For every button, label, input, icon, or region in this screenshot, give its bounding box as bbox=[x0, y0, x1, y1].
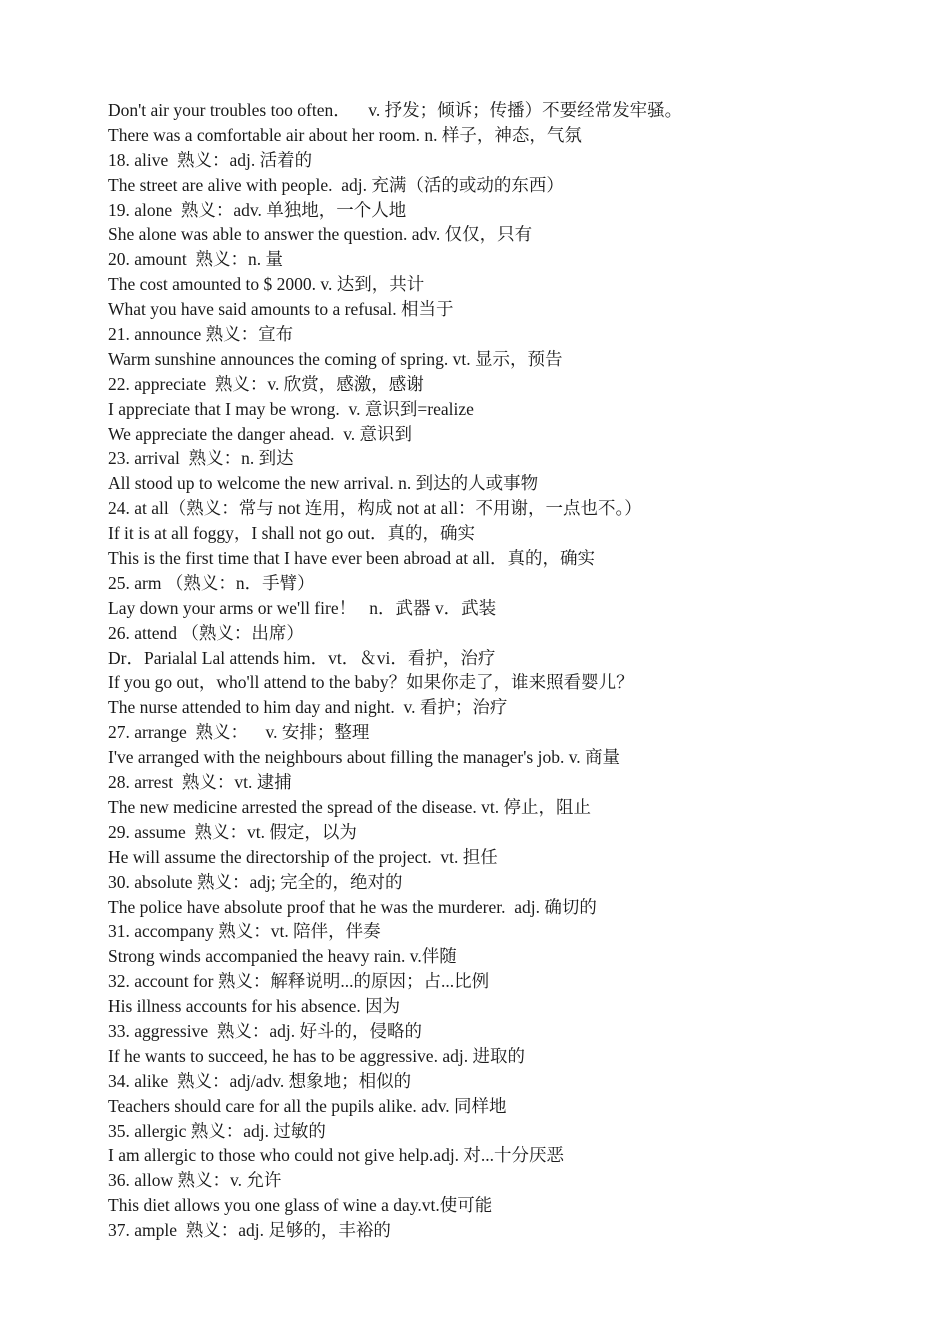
text-line: 21. announce 熟义：宣布 bbox=[108, 324, 294, 345]
text-line: This is the first time that I have ever been abroad at all．真的，确实 bbox=[108, 548, 595, 569]
text-line: There was a comfortable air about her room. n. 样子，神态，气氛 bbox=[108, 124, 582, 145]
text-line: Lay down your arms or we'll fire！ n．武器 v．武装 bbox=[108, 597, 497, 618]
text-line: Teachers should care for all the pupils alike. adv. 同样地 bbox=[108, 1095, 507, 1116]
text-line: If he wants to succeed, he has to be aggressive. adj. 进取的 bbox=[108, 1045, 525, 1066]
text-line: 19. alone 熟义：adv. 单独地，一个人地 bbox=[108, 199, 407, 220]
text-line: 29. assume 熟义：vt. 假定，以为 bbox=[108, 821, 357, 842]
text-line: 23. arrival 熟义：n. 到达 bbox=[108, 448, 294, 469]
text-line: 33. aggressive 熟义：adj. 好斗的，侵略的 bbox=[108, 1020, 422, 1041]
text-line: Dr．Parialal Lal attends him．vt．＆vi．看护，治疗 bbox=[108, 647, 496, 668]
text-line: Warm sunshine announces the coming of spring. vt. 显示，预告 bbox=[108, 348, 563, 369]
text-line: We appreciate the danger ahead. v. 意识到 bbox=[108, 423, 413, 444]
text-line: 22. appreciate 熟义：v. 欣赏，感激，感谢 bbox=[108, 373, 424, 394]
text-line: This diet allows you one glass of wine a day.vt.使可能 bbox=[108, 1195, 493, 1216]
text-line: 24. at all（熟义：常与 not 连用，构成 not at all：不用谢，一点也不。） bbox=[108, 498, 642, 519]
text-line: 34. alike 熟义：adj/adv. 想象地；相似的 bbox=[108, 1070, 412, 1091]
text-line: She alone was able to answer the question. adv. 仅仅，只有 bbox=[108, 224, 533, 245]
text-line: 32. account for 熟义：解释说明...的原因；占...比例 bbox=[108, 971, 490, 992]
text-line: 20. amount 熟义：n. 量 bbox=[108, 249, 283, 270]
text-line: What you have said amounts to a refusal. 相当于 bbox=[108, 299, 454, 320]
text-line: 25. arm （熟义：n．手臂） bbox=[108, 572, 315, 593]
text-line: 27. arrange 熟义： v. 安排；整理 bbox=[108, 722, 370, 743]
text-line: If it is at all foggy，I shall not go out．真的，确实 bbox=[108, 523, 475, 544]
text-line: He will assume the directorship of the project. vt. 担任 bbox=[108, 846, 498, 867]
text-line: I appreciate that I may be wrong. v. 意识到=realize bbox=[108, 398, 474, 419]
text-line: The cost amounted to $ 2000. v. 达到，共计 bbox=[108, 274, 425, 295]
text-line: Strong winds accompanied the heavy rain. v.伴随 bbox=[108, 946, 457, 967]
text-line: 30. absolute 熟义：adj; 完全的，绝对的 bbox=[108, 871, 403, 892]
text-line: Don't air your troubles too often． v. 抒发；倾诉；传播）不要经常发牢骚。 bbox=[108, 100, 683, 120]
text-line: 31. accompany 熟义：vt. 陪伴，伴奏 bbox=[108, 921, 381, 942]
text-line: 36. allow 熟义：v. 允许 bbox=[108, 1170, 282, 1191]
text-line: I am allergic to those who could not give help.adj. 对...十分厌恶 bbox=[108, 1145, 565, 1166]
text-line: I've arranged with the neighbours about filling the manager's job. v. 商量 bbox=[108, 747, 621, 768]
text-line: His illness accounts for his absence. 因为 bbox=[108, 996, 401, 1017]
text-line: The police have absolute proof that he was the murderer. adj. 确切的 bbox=[108, 896, 597, 917]
text-line: 18. alive 熟义：adj. 活着的 bbox=[108, 149, 313, 170]
text-line: 37. ample 熟义：adj. 足够的，丰裕的 bbox=[108, 1220, 391, 1241]
text-line: 28. arrest 熟义：vt. 逮捕 bbox=[108, 772, 292, 793]
text-line: 26. attend （熟义：出席） bbox=[108, 622, 304, 643]
text-line: If you go out，who'll attend to the baby？如果你走了，谁来照看婴儿？ bbox=[108, 672, 634, 693]
text-line: All stood up to welcome the new arrival. n. 到达的人或事物 bbox=[108, 473, 539, 494]
document-body bbox=[108, 98, 908, 1243]
text-line: 35. allergic 熟义：adj. 过敏的 bbox=[108, 1120, 326, 1141]
text-line: The street are alive with people. adj. 充满（活的或动的东西） bbox=[108, 174, 564, 195]
text-line: The nurse attended to him day and night. v. 看护；治疗 bbox=[108, 697, 508, 718]
text-line: The new medicine arrested the spread of the disease. vt. 停止，阻止 bbox=[108, 796, 592, 817]
